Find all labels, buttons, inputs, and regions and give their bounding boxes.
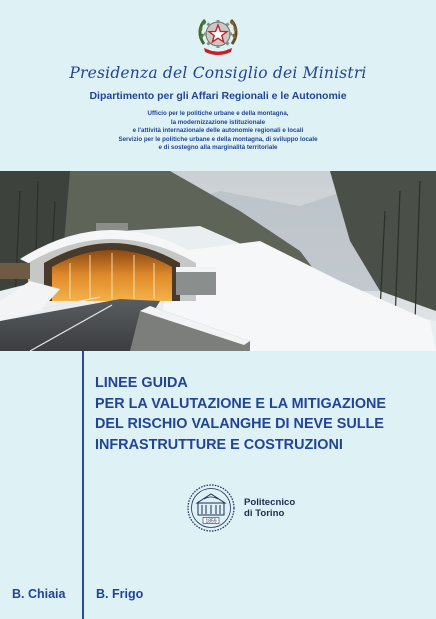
office-line: Ufficio per le politiche urbane e della montagna, [147,110,289,117]
seal-year: 1859 [205,518,217,525]
title-line: DEL RISCHIO VALANGHE DI NEVE SULLE [95,416,384,432]
italian-republic-emblem-icon [196,14,240,60]
vertical-divider [82,351,84,619]
institution-name [244,497,295,519]
presidency-heading: Presidenza del Consiglio dei Ministri [69,64,367,82]
office-line: Servizio per le politiche urbane e della montagna, di sviluppo locale [118,135,318,143]
institution-name-line1: Politecnico [244,497,296,508]
cover-photo [0,171,436,351]
office-line: e di sostegno alla marginalità territoriale [158,144,278,152]
title-line: INFRASTRUTTURE E COSTRUZIONI [95,436,343,453]
office-line: e l'attività internazionale delle autonomie regionali e locali [132,127,304,135]
title-line: LINEE GUIDA [95,375,188,391]
department-heading: Dipartimento per gli Affari Regionali e le Autonomie [89,90,347,102]
office-description [0,110,436,153]
politecnico-seal-icon [186,483,236,533]
office-line: la modernizzazione istituzionale [170,118,266,126]
title-line: PER LA VALUTAZIONE E LA MITIGAZIONE [95,395,387,412]
institution-logo [186,483,316,533]
author-name: B. Frigo [96,587,144,601]
institution-name-line2: di Torino [244,508,285,519]
author-name: B. Chiaia [12,587,66,601]
document-title [95,373,425,455]
